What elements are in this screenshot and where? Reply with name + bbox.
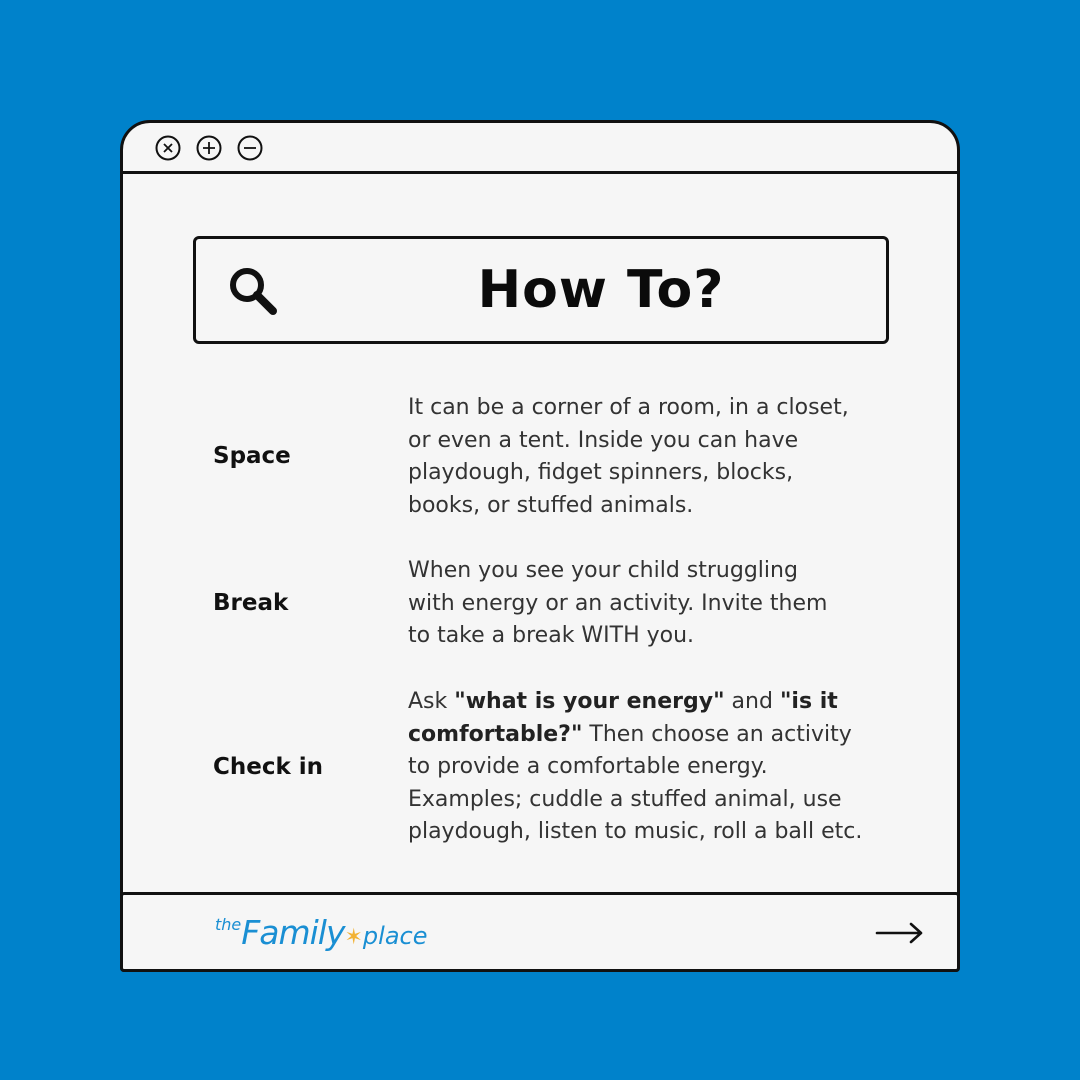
desc-text: and [724,689,780,714]
footer-bar [120,892,960,972]
logo-place: place [362,922,428,950]
row-desc-line: to provide a comfortable energy. [408,754,768,780]
row-desc-line: playdough, fidget spinners, blocks, [408,460,794,486]
desc-bold-question: "is it [779,689,838,714]
close-icon[interactable] [155,135,181,161]
row-desc-line: When you see your child struggling [408,558,798,583]
browser-window [120,120,960,972]
row-desc-line: books, or stuffed animals. [408,492,694,518]
row-desc-line: playdough, listen to music, roll a ball etc. [408,819,863,845]
desc-text: Then choose an activity [582,721,852,747]
row-label-space: Space [213,443,291,469]
arrow-right-icon[interactable] [875,920,925,950]
row-desc-check-in [408,686,888,849]
minus-icon[interactable] [237,135,263,161]
row-desc-line: with energy or an activity. Invite them [408,590,828,616]
row-desc-line [408,686,888,719]
logo-family: Family [241,913,345,952]
plus-icon[interactable] [196,135,222,161]
search-icon [226,264,282,324]
logo-the: the [215,915,242,934]
row-desc-space [408,392,888,522]
row-desc-line [408,719,888,752]
row-desc-line: or even a tent. Inside you can have [408,427,799,453]
row-label-check-in: Check in [213,754,324,780]
search-title: How To? [477,260,725,320]
row-desc-line: to take a break WITH you. [408,623,695,649]
desc-bold-question: "what is your energy" [454,689,725,714]
row-desc-line: It can be a corner of a room, in a closet, [408,395,849,420]
star-icon: ✶ [344,925,363,950]
title-bar [123,123,957,174]
row-label-break: Break [213,590,289,616]
row-desc-break [408,555,888,653]
family-place-logo[interactable] [215,913,428,952]
row-desc-line: Examples; cuddle a stuffed animal, use [408,786,842,812]
desc-text: Ask [408,689,455,714]
search-bar[interactable] [193,236,889,344]
desc-bold-question: comfortable?" [408,721,583,747]
